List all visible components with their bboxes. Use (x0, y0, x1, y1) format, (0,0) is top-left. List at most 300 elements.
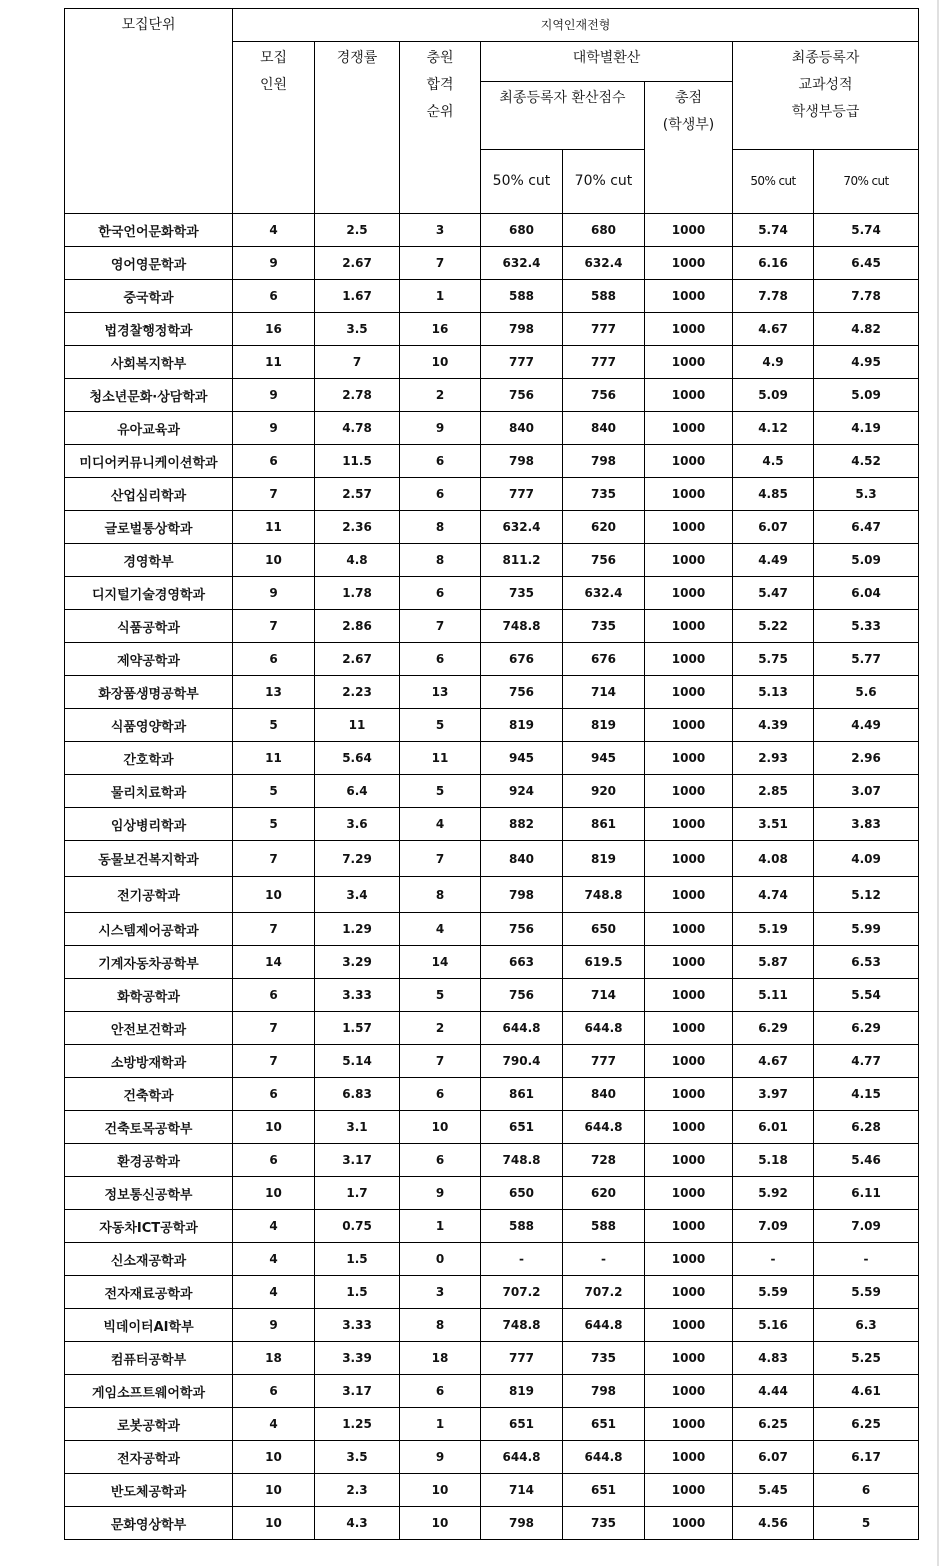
cell-department: 사회복지학부 (65, 346, 233, 379)
table-row (65, 1441, 919, 1474)
cell-cut70-score: 840 (563, 412, 645, 445)
cell-cut50-score: 945 (481, 742, 563, 775)
cell-additional-pass-rank: 14 (400, 946, 481, 979)
cell-additional-pass-rank: 1 (400, 1210, 481, 1243)
table-row (65, 610, 919, 643)
cell-cut50-score: 777 (481, 346, 563, 379)
cell-recruit-count: 9 (233, 379, 315, 412)
cell-competition-rate: 1.29 (315, 913, 400, 946)
cell-cut50-score: 811.2 (481, 544, 563, 577)
cell-total-points: 1000 (645, 841, 733, 877)
cell-recruit-count: 7 (233, 1045, 315, 1078)
cell-cut70-grade: - (814, 1243, 919, 1276)
table-row (65, 511, 919, 544)
cell-additional-pass-rank: 0 (400, 1243, 481, 1276)
cell-cut70-score: 728 (563, 1144, 645, 1177)
cell-department: 법경찰행정학과 (65, 313, 233, 346)
cell-cut50-score: 651 (481, 1111, 563, 1144)
cell-total-points: 1000 (645, 577, 733, 610)
cell-cut70-score: 777 (563, 313, 645, 346)
cell-total-points: 1000 (645, 1309, 733, 1342)
cell-cut50-grade: 4.67 (733, 1045, 814, 1078)
cell-competition-rate: 5.14 (315, 1045, 400, 1078)
cell-cut50-grade: 4.74 (733, 877, 814, 913)
cell-competition-rate: 7 (315, 346, 400, 379)
table-row (65, 280, 919, 313)
table-row (65, 445, 919, 478)
cell-cut70-score: 840 (563, 1078, 645, 1111)
cell-competition-rate: 3.5 (315, 313, 400, 346)
cell-cut70-score: 735 (563, 1507, 645, 1540)
table-row (65, 478, 919, 511)
cell-cut50-score: 676 (481, 643, 563, 676)
cell-competition-rate: 7.29 (315, 841, 400, 877)
cell-competition-rate: 2.5 (315, 214, 400, 247)
cell-competition-rate: 1.57 (315, 1012, 400, 1045)
cell-cut50-grade: 4.08 (733, 841, 814, 877)
cell-cut50-score: 882 (481, 808, 563, 841)
cell-recruit-count: 4 (233, 1243, 315, 1276)
cell-competition-rate: 3.4 (315, 877, 400, 913)
cell-cut70-grade: 6.45 (814, 247, 919, 280)
cell-cut70-score: 588 (563, 280, 645, 313)
cell-total-points: 1000 (645, 1243, 733, 1276)
cell-department: 게임소프트웨어학과 (65, 1375, 233, 1408)
cell-cut70-grade: 5.46 (814, 1144, 919, 1177)
cell-competition-rate: 2.67 (315, 247, 400, 280)
cell-cut70-grade: 4.19 (814, 412, 919, 445)
cell-competition-rate: 3.33 (315, 979, 400, 1012)
cell-total-points: 1000 (645, 1177, 733, 1210)
cell-cut70-grade: 5.74 (814, 214, 919, 247)
cell-cut70-score: 861 (563, 808, 645, 841)
table-row (65, 577, 919, 610)
cell-total-points: 1000 (645, 643, 733, 676)
cell-competition-rate: 3.33 (315, 1309, 400, 1342)
header-cut50-score: 50% cut (481, 150, 563, 214)
cell-recruit-count: 10 (233, 1111, 315, 1144)
cell-recruit-count: 10 (233, 1177, 315, 1210)
header-pass-line3: 순위 (426, 104, 454, 120)
header-total-points (645, 82, 733, 214)
cell-additional-pass-rank: 9 (400, 1441, 481, 1474)
table-row (65, 643, 919, 676)
table-row (65, 379, 919, 412)
cell-recruit-count: 9 (233, 247, 315, 280)
cell-cut50-score: 924 (481, 775, 563, 808)
cell-additional-pass-rank: 11 (400, 742, 481, 775)
cell-additional-pass-rank: 5 (400, 979, 481, 1012)
cell-cut50-grade: 4.5 (733, 445, 814, 478)
cell-additional-pass-rank: 2 (400, 379, 481, 412)
cell-cut70-score: 644.8 (563, 1111, 645, 1144)
cell-additional-pass-rank: 1 (400, 1408, 481, 1441)
cell-cut70-score: 651 (563, 1474, 645, 1507)
cell-department: 디지털기술경영학과 (65, 577, 233, 610)
cell-competition-rate: 3.6 (315, 808, 400, 841)
cell-recruit-count: 18 (233, 1342, 315, 1375)
cell-total-points: 1000 (645, 544, 733, 577)
cell-cut50-score: 756 (481, 676, 563, 709)
cell-additional-pass-rank: 7 (400, 841, 481, 877)
cell-cut50-grade: 4.67 (733, 313, 814, 346)
cell-total-points: 1000 (645, 280, 733, 313)
cell-cut70-score: 748.8 (563, 877, 645, 913)
cell-cut50-grade: - (733, 1243, 814, 1276)
cell-recruit-count: 6 (233, 979, 315, 1012)
cell-competition-rate: 2.78 (315, 379, 400, 412)
cell-total-points: 1000 (645, 1474, 733, 1507)
cell-cut70-score: 620 (563, 511, 645, 544)
cell-department: 제약공학과 (65, 643, 233, 676)
cell-cut70-grade: 7.78 (814, 280, 919, 313)
cell-cut50-score: 819 (481, 709, 563, 742)
cell-competition-rate: 3.5 (315, 1441, 400, 1474)
cell-cut70-grade: 4.49 (814, 709, 919, 742)
cell-cut70-score: 680 (563, 214, 645, 247)
table-row (65, 1408, 919, 1441)
cell-cut70-grade: 5 (814, 1507, 919, 1540)
cell-department: 유아교육과 (65, 412, 233, 445)
header-competition: 경쟁률 (315, 42, 400, 214)
cell-cut50-score: 790.4 (481, 1045, 563, 1078)
cell-cut50-grade: 4.56 (733, 1507, 814, 1540)
cell-department: 신소재공학과 (65, 1243, 233, 1276)
cell-cut50-score: 714 (481, 1474, 563, 1507)
right-edge-bar (937, 0, 939, 1566)
cell-competition-rate: 6.4 (315, 775, 400, 808)
cell-cut50-grade: 5.09 (733, 379, 814, 412)
header-pass-line1: 충원 (426, 50, 454, 66)
cell-department: 빅데이터AI학부 (65, 1309, 233, 1342)
cell-department: 영어영문학과 (65, 247, 233, 280)
cell-recruit-count: 5 (233, 808, 315, 841)
cell-cut70-score: 819 (563, 841, 645, 877)
cell-additional-pass-rank: 4 (400, 913, 481, 946)
table-row (65, 775, 919, 808)
cell-cut50-grade: 5.47 (733, 577, 814, 610)
cell-recruit-count: 6 (233, 1375, 315, 1408)
header-grade-line2: 교과성적 (798, 77, 853, 93)
header-group: 지역인재전형 (233, 9, 919, 42)
cell-additional-pass-rank: 9 (400, 1177, 481, 1210)
cell-cut50-grade: 5.59 (733, 1276, 814, 1309)
cell-recruit-count: 4 (233, 1210, 315, 1243)
cell-cut70-score: 644.8 (563, 1012, 645, 1045)
cell-recruit-count: 9 (233, 1309, 315, 1342)
cell-competition-rate: 1.67 (315, 280, 400, 313)
cell-cut70-grade: 5.09 (814, 379, 919, 412)
cell-cut70-grade: 3.07 (814, 775, 919, 808)
cell-department: 로봇공학과 (65, 1408, 233, 1441)
cell-additional-pass-rank: 6 (400, 1375, 481, 1408)
cell-total-points: 1000 (645, 1045, 733, 1078)
cell-additional-pass-rank: 6 (400, 643, 481, 676)
table-body (65, 214, 919, 1540)
cell-total-points: 1000 (645, 214, 733, 247)
cell-additional-pass-rank: 6 (400, 445, 481, 478)
cell-additional-pass-rank: 9 (400, 412, 481, 445)
cell-cut50-grade: 4.39 (733, 709, 814, 742)
cell-recruit-count: 4 (233, 1276, 315, 1309)
header-univ-conversion: 대학별환산 (481, 42, 733, 82)
cell-department: 청소년문화·상담학과 (65, 379, 233, 412)
cell-cut50-score: 756 (481, 979, 563, 1012)
header-cut70-score: 70% cut (563, 150, 645, 214)
cell-total-points: 1000 (645, 247, 733, 280)
cell-total-points: 1000 (645, 979, 733, 1012)
header-final-converted-score: 최종등록자 환산점수 (481, 82, 645, 150)
cell-cut50-score: 756 (481, 379, 563, 412)
cell-total-points: 1000 (645, 1441, 733, 1474)
cell-cut70-grade: 5.59 (814, 1276, 919, 1309)
cell-cut70-grade: 5.54 (814, 979, 919, 1012)
header-total-line2: (학생부) (662, 117, 715, 133)
cell-total-points: 1000 (645, 346, 733, 379)
cell-cut70-score: 632.4 (563, 247, 645, 280)
cell-department: 식품공학과 (65, 610, 233, 643)
cell-competition-rate: 4.3 (315, 1507, 400, 1540)
cell-additional-pass-rank: 10 (400, 1111, 481, 1144)
cell-recruit-count: 10 (233, 544, 315, 577)
header-unit: 모집단위 (65, 9, 233, 214)
cell-cut50-grade: 5.45 (733, 1474, 814, 1507)
header-recruit (233, 42, 315, 214)
cell-department: 전자재료공학과 (65, 1276, 233, 1309)
table-row (65, 412, 919, 445)
cell-cut70-grade: 6 (814, 1474, 919, 1507)
cell-cut50-grade: 2.93 (733, 742, 814, 775)
cell-total-points: 1000 (645, 511, 733, 544)
header-total-line1: 총점 (674, 90, 703, 106)
cell-cut70-grade: 4.15 (814, 1078, 919, 1111)
cell-cut70-score: 651 (563, 1408, 645, 1441)
cell-cut70-score: 756 (563, 379, 645, 412)
cell-cut70-score: 735 (563, 1342, 645, 1375)
cell-total-points: 1000 (645, 709, 733, 742)
table-row (65, 247, 919, 280)
cell-cut70-score: 798 (563, 445, 645, 478)
cell-competition-rate: 1.78 (315, 577, 400, 610)
cell-cut50-grade: 4.44 (733, 1375, 814, 1408)
cell-department: 화학공학과 (65, 979, 233, 1012)
cell-cut70-grade: 4.95 (814, 346, 919, 379)
cell-department: 문화영상학부 (65, 1507, 233, 1540)
cell-department: 자동차ICT공학과 (65, 1210, 233, 1243)
cell-department: 건축토목공학부 (65, 1111, 233, 1144)
cell-total-points: 1000 (645, 742, 733, 775)
cell-cut70-grade: 6.3 (814, 1309, 919, 1342)
cell-competition-rate: 4.78 (315, 412, 400, 445)
cell-additional-pass-rank: 3 (400, 1276, 481, 1309)
cell-cut70-score: 798 (563, 1375, 645, 1408)
cell-cut70-grade: 4.61 (814, 1375, 919, 1408)
table-row (65, 346, 919, 379)
cell-cut50-score: - (481, 1243, 563, 1276)
cell-cut50-score: 861 (481, 1078, 563, 1111)
cell-cut70-grade: 6.04 (814, 577, 919, 610)
header-additional-pass (400, 42, 481, 214)
cell-recruit-count: 7 (233, 913, 315, 946)
cell-additional-pass-rank: 13 (400, 676, 481, 709)
cell-department: 물리치료학과 (65, 775, 233, 808)
cell-cut50-score: 663 (481, 946, 563, 979)
cell-cut70-score: 620 (563, 1177, 645, 1210)
cell-additional-pass-rank: 16 (400, 313, 481, 346)
cell-total-points: 1000 (645, 913, 733, 946)
cell-total-points: 1000 (645, 379, 733, 412)
cell-recruit-count: 6 (233, 280, 315, 313)
cell-cut50-score: 840 (481, 841, 563, 877)
cell-cut70-score: 714 (563, 676, 645, 709)
table-row (65, 742, 919, 775)
cell-cut50-grade: 7.78 (733, 280, 814, 313)
cell-cut70-score: 945 (563, 742, 645, 775)
cell-competition-rate: 3.1 (315, 1111, 400, 1144)
cell-competition-rate: 2.23 (315, 676, 400, 709)
cell-cut70-grade: 6.25 (814, 1408, 919, 1441)
cell-department: 전기공학과 (65, 877, 233, 913)
cell-department: 미디어커뮤니케이션학과 (65, 445, 233, 478)
cell-total-points: 1000 (645, 946, 733, 979)
cell-additional-pass-rank: 1 (400, 280, 481, 313)
cell-cut70-score: 644.8 (563, 1441, 645, 1474)
cell-cut70-grade: 6.11 (814, 1177, 919, 1210)
cell-recruit-count: 7 (233, 610, 315, 643)
cell-additional-pass-rank: 3 (400, 214, 481, 247)
cell-department: 임상병리학과 (65, 808, 233, 841)
cell-additional-pass-rank: 18 (400, 1342, 481, 1375)
cell-competition-rate: 1.7 (315, 1177, 400, 1210)
header-cut50-grade: 50% cut (733, 150, 814, 214)
cell-cut50-grade: 5.22 (733, 610, 814, 643)
table-row (65, 709, 919, 742)
cell-cut70-grade: 4.09 (814, 841, 919, 877)
table-header (65, 9, 919, 214)
cell-cut50-grade: 4.85 (733, 478, 814, 511)
cell-additional-pass-rank: 6 (400, 1078, 481, 1111)
cell-cut50-grade: 2.85 (733, 775, 814, 808)
cell-department: 글로벌통상학과 (65, 511, 233, 544)
cell-cut70-grade: 6.17 (814, 1441, 919, 1474)
cell-cut70-score: 735 (563, 478, 645, 511)
cell-cut70-grade: 6.28 (814, 1111, 919, 1144)
cell-additional-pass-rank: 6 (400, 1144, 481, 1177)
cell-total-points: 1000 (645, 1342, 733, 1375)
cell-additional-pass-rank: 8 (400, 1309, 481, 1342)
cell-cut50-grade: 4.9 (733, 346, 814, 379)
cell-cut50-score: 735 (481, 577, 563, 610)
cell-total-points: 1000 (645, 1144, 733, 1177)
cell-department: 간호학과 (65, 742, 233, 775)
cell-department: 정보통신공학부 (65, 1177, 233, 1210)
table-row (65, 544, 919, 577)
cell-recruit-count: 10 (233, 1507, 315, 1540)
cell-cut50-score: 798 (481, 877, 563, 913)
cell-competition-rate: 11 (315, 709, 400, 742)
cell-recruit-count: 6 (233, 643, 315, 676)
cell-additional-pass-rank: 8 (400, 511, 481, 544)
cell-cut50-score: 650 (481, 1177, 563, 1210)
table-row (65, 1474, 919, 1507)
cell-cut50-grade: 5.74 (733, 214, 814, 247)
cell-department: 동물보건복지학과 (65, 841, 233, 877)
cell-cut70-score: 650 (563, 913, 645, 946)
cell-total-points: 1000 (645, 610, 733, 643)
cell-cut50-score: 644.8 (481, 1012, 563, 1045)
cell-cut70-grade: 4.77 (814, 1045, 919, 1078)
table-row (65, 1012, 919, 1045)
cell-department: 소방방재학과 (65, 1045, 233, 1078)
cell-cut70-score: 777 (563, 1045, 645, 1078)
cell-recruit-count: 6 (233, 1078, 315, 1111)
header-grade-line3: 학생부등급 (791, 104, 860, 120)
cell-recruit-count: 13 (233, 676, 315, 709)
cell-department: 컴퓨터공학부 (65, 1342, 233, 1375)
table-row (65, 1342, 919, 1375)
table-row (65, 979, 919, 1012)
table-row (65, 1144, 919, 1177)
cell-total-points: 1000 (645, 478, 733, 511)
cell-total-points: 1000 (645, 313, 733, 346)
table-row (65, 214, 919, 247)
cell-cut50-score: 748.8 (481, 610, 563, 643)
cell-competition-rate: 1.25 (315, 1408, 400, 1441)
cell-cut50-score: 840 (481, 412, 563, 445)
cell-department: 건축학과 (65, 1078, 233, 1111)
cell-competition-rate: 0.75 (315, 1210, 400, 1243)
cell-cut70-grade: 5.33 (814, 610, 919, 643)
cell-additional-pass-rank: 6 (400, 478, 481, 511)
admission-results-table (64, 8, 919, 1540)
cell-cut70-score: 735 (563, 610, 645, 643)
cell-cut70-score: 588 (563, 1210, 645, 1243)
cell-cut50-grade: 5.16 (733, 1309, 814, 1342)
cell-competition-rate: 2.57 (315, 478, 400, 511)
table-row (65, 1210, 919, 1243)
cell-total-points: 1000 (645, 1210, 733, 1243)
cell-recruit-count: 11 (233, 346, 315, 379)
cell-cut50-score: 748.8 (481, 1144, 563, 1177)
cell-department: 산업심리학과 (65, 478, 233, 511)
cell-total-points: 1000 (645, 1375, 733, 1408)
table-row (65, 1111, 919, 1144)
cell-total-points: 1000 (645, 1408, 733, 1441)
table-row (65, 676, 919, 709)
cell-competition-rate: 1.5 (315, 1243, 400, 1276)
cell-cut70-grade: 5.25 (814, 1342, 919, 1375)
cell-cut50-score: 798 (481, 445, 563, 478)
table-row (65, 1276, 919, 1309)
cell-recruit-count: 9 (233, 412, 315, 445)
cell-department: 한국언어문화학과 (65, 214, 233, 247)
cell-cut50-score: 777 (481, 478, 563, 511)
cell-department: 전자공학과 (65, 1441, 233, 1474)
cell-cut50-score: 798 (481, 313, 563, 346)
cell-recruit-count: 6 (233, 445, 315, 478)
table-row (65, 313, 919, 346)
cell-cut50-grade: 5.13 (733, 676, 814, 709)
cell-cut50-grade: 5.19 (733, 913, 814, 946)
cell-recruit-count: 10 (233, 1441, 315, 1474)
header-recruit-line2: 인원 (259, 77, 288, 93)
cell-additional-pass-rank: 5 (400, 775, 481, 808)
cell-competition-rate: 2.67 (315, 643, 400, 676)
cell-cut50-score: 588 (481, 280, 563, 313)
cell-department: 경영학부 (65, 544, 233, 577)
cell-additional-pass-rank: 7 (400, 247, 481, 280)
cell-cut50-score: 588 (481, 1210, 563, 1243)
